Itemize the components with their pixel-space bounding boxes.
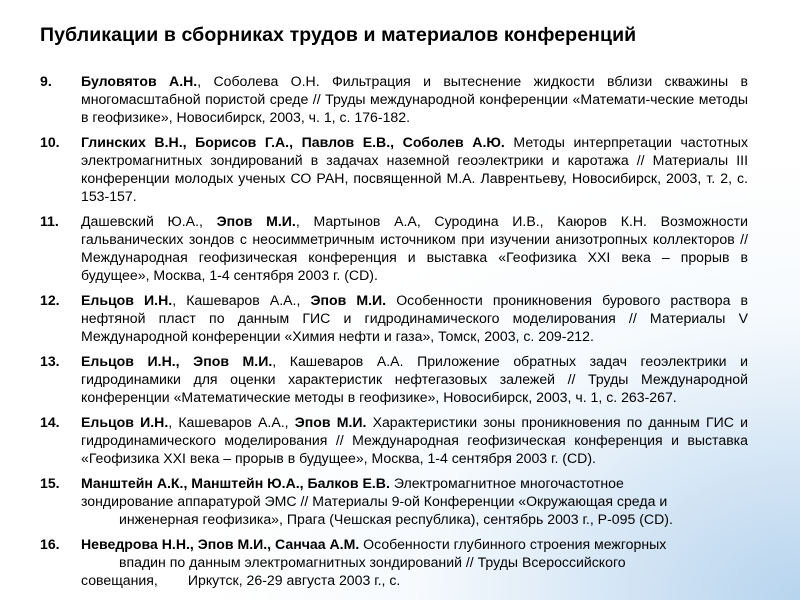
reference-text: Ельцов И.Н., Эпов М.И. [81, 353, 273, 369]
reference-authors: Неведрова Н.Н., Эпов М.И., Санчаа А.М. [81, 536, 360, 552]
reference-text: Буловятов А.Н. [81, 73, 198, 89]
reference-text: Особенности глубинного строения межгорных [359, 536, 667, 552]
reference-text: совещания, [81, 572, 158, 588]
reference-text: , Кашеваров А.А., [172, 292, 311, 308]
reference-number: 12. [40, 292, 60, 308]
reference-item [40, 212, 748, 284]
reference-number: 13. [40, 353, 60, 369]
reference-number: 10. [40, 134, 60, 150]
reference-text: , Мартынов А.А, Суродина И.В., Каюров К.Н. Возможности гальванических зондов с неосимметричным источником при изучении анизотропных коллекторов // Международная геофизическая конференция и выставка «Геофизика XXI века – прорыв в будущее», Москва, 1-4 сентября 2003 г. (CD). [81, 213, 748, 283]
reference-line [81, 535, 748, 553]
reference-item [40, 72, 748, 126]
reference-line: зондирование аппаратурой ЭМС // Материалы 9-ой Конференции «Окружающая среда и [81, 493, 668, 509]
reference-text: , Кашеваров А.А. Приложение обратных задач геоэлектрики и гидродинамики для оценки характеристик нефтегазовых залежей // Труды Международной конференции «Математические методы в геофизике», Новосибирск, 2003, ч. 1, с. 263-267. [81, 353, 748, 405]
reference-item [40, 535, 748, 589]
reference-text: Иркутск, 26-29 августа 2003 г., с. [187, 572, 401, 588]
reference-line [81, 571, 748, 589]
reference-text: Эпов М.И. [310, 292, 387, 308]
reference-text: Дашевский Ю.А., [81, 213, 217, 229]
reference-text: Эпов М.И. [294, 414, 367, 430]
reference-item [40, 474, 748, 528]
page-title: Публикации в сборниках трудов и материалов конференций [40, 24, 637, 46]
reference-line: впадин по данным электромагнитных зондирований // Труды Всероссийского [119, 554, 626, 570]
reference-line: инженерная геофизика», Прага (Чешская республика), сентябрь 2003 г., P-095 (CD). [119, 511, 673, 527]
reference-text: , Соболева О.Н. Фильтрация и вытеснение жидкости вблизи скважины в многомасштабной пористой среде // Труды международной конференции «Математи-ческие методы в геофизике», Новосибирск, 2003, ч. 1, с. 176-182. [81, 73, 748, 125]
reference-item [40, 133, 748, 205]
reference-text: Электромагнитное многочастотное [389, 475, 624, 491]
reference-number: 15. [40, 475, 60, 491]
reference-item [40, 291, 748, 345]
reference-text: Особенности проникновения бурового раствора в нефтяной пласт по данным ГИС и гидродинамического моделирования // Материалы V Международной конференции «Химия нефти и газа», Томск, 2003, с. 209-212. [81, 292, 748, 344]
reference-line [81, 474, 748, 492]
reference-item [40, 352, 748, 406]
reference-list [40, 72, 748, 596]
reference-number: 9. [40, 73, 52, 89]
reference-number: 16. [40, 536, 60, 552]
reference-text: Методы интерпретации частотных электромагнитных зондирований в задачах наземной геоэлектрики и каротажа // Материалы III конференции молодых ученых СО РАН, посвященной М.А. Лаврентьеву, Новосибирск, 2003, т. 2, с. 153-157. [81, 134, 748, 204]
reference-text: Глинских В.Н., Борисов Г.А., Павлов Е.В., Соболев А.Ю. [81, 134, 505, 150]
reference-text: Ельцов И.Н. [81, 292, 173, 308]
reference-authors: Манштейн А.К., Манштейн Ю.А., Балков Е.В. [81, 475, 390, 491]
reference-item [40, 413, 748, 467]
reference-text: Эпов М.И. [216, 213, 296, 229]
reference-text: Ельцов И.Н. [81, 414, 169, 430]
reference-text: , Кашеваров А.А., [168, 414, 295, 430]
reference-number: 11. [40, 213, 59, 229]
reference-text: Характеристики зоны проникновения по данным ГИС и гидродинамического моделирования // Международная геофизическая конференция и выставка «Геофизика XXI века – прорыв в будущее», Москва, 1-4 сентября 2003 г. (CD). [81, 414, 748, 466]
reference-number: 14. [40, 414, 60, 430]
